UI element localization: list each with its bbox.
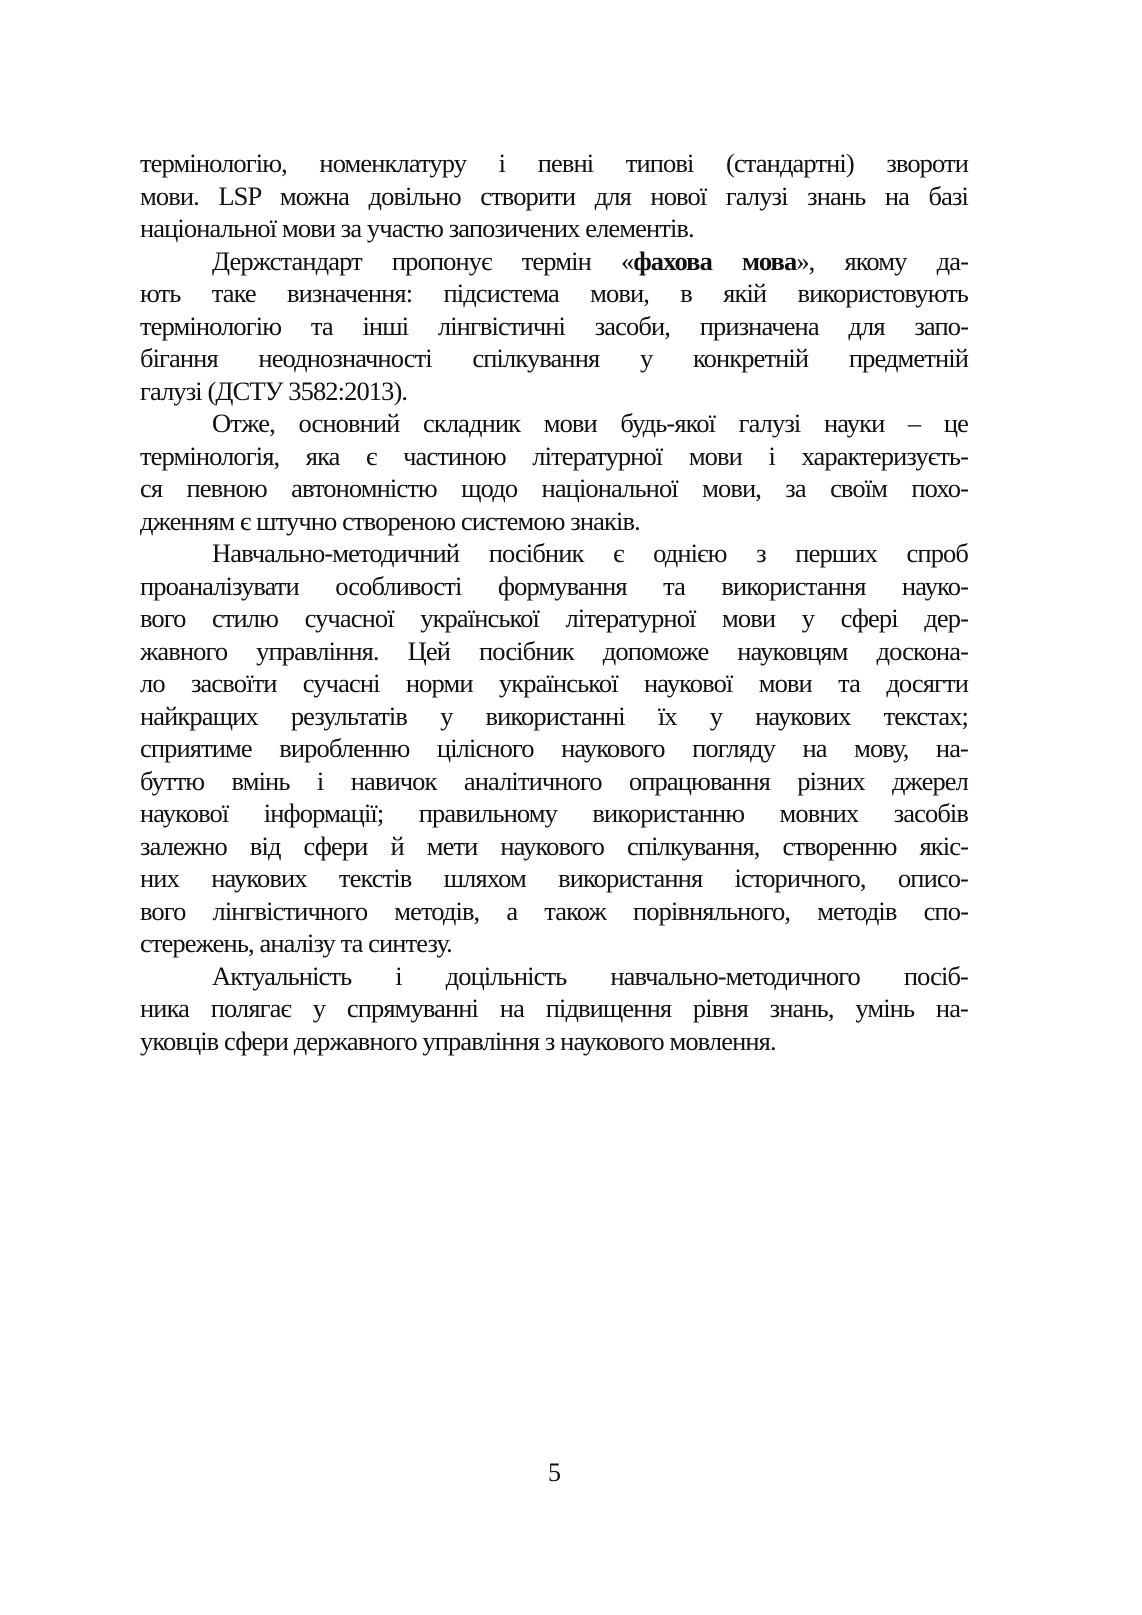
- paragraph: [140, 245, 968, 408]
- text-line: ють таке визначення: підсистема мови, в якій використовують: [140, 278, 968, 308]
- paragraph: [140, 537, 968, 960]
- text-line: галузі (ДСТУ 3582:2013).: [140, 375, 408, 406]
- text-line: [140, 245, 968, 278]
- text-line: наукової інформації; правильному використанню мовних засобів: [140, 798, 968, 828]
- text-line: термінологію та інші лінгвістичні засоби, призначена для запо-: [140, 310, 968, 341]
- text-line: ника полягає у спрямуванні на підвищення рівня знань, умінь на-: [140, 993, 968, 1023]
- text-line: ло засвоїти сучасні норми української наукової мови та досягти: [140, 668, 968, 698]
- text-line: них наукових текстів шляхом використання історичного, описо-: [140, 863, 968, 893]
- text-line: Отже, основний складник мови будь-якої галузі науки – це: [212, 408, 968, 438]
- text-line: сприятиме виробленню цілісного наукового погляду на мову, на-: [140, 733, 968, 763]
- text-line: термінологія, яка є частиною літературної мови і характеризуєть-: [140, 440, 968, 471]
- text-line: залежно від сфери й мети наукового спілкування, створенню якіс-: [140, 830, 968, 861]
- paragraph: [140, 407, 968, 537]
- text-line: жавного управління. Цей посібник допоможе науковцям доскона-: [140, 635, 968, 666]
- body-text: [140, 147, 968, 1057]
- text-line: вого стилю сучасної української літературної мови у сфері дер-: [140, 603, 968, 633]
- text-segment: Держстандарт пропонує термін «: [212, 245, 634, 276]
- paragraph: [140, 147, 968, 245]
- text-line: буттю вмінь і навичок аналітичного опрацювання різних джерел: [140, 765, 968, 796]
- text-line: проаналізувати особливості формування та використання науко-: [140, 570, 968, 601]
- text-line: стережень, аналізу та синтезу.: [140, 928, 452, 958]
- text-line: вого лінгвістичного методів, а також порівняльного, методів спо-: [140, 895, 968, 926]
- text-line: бігання неоднозначності спілкування у конкретній предметній: [140, 343, 968, 373]
- text-line: найкращих результатів у використанні їх у наукових текстах;: [140, 700, 968, 731]
- page-number: 5: [548, 1458, 561, 1487]
- text-line: термінологію, номенклатуру і певні типові (стандартні) звороти: [140, 148, 968, 178]
- text-line: мови. LSP можна довільно створити для нової галузі знань на базі: [140, 180, 968, 211]
- text-line: Навчально-методичний посібник є однією з перших спроб: [212, 538, 968, 568]
- text-line: Актуальність і доцільність навчально-методичного посіб-: [212, 960, 968, 991]
- text-line: уковців сфери державного управління з наукового мовлення.: [140, 1025, 776, 1056]
- text-line: дженням є штучно створеною системою знаків.: [140, 505, 640, 536]
- bold-term: фахова мова: [633, 245, 797, 276]
- text-line: національної мови за участю запозичених елементів.: [140, 213, 694, 243]
- text-segment: », якому да-: [796, 245, 968, 276]
- paragraph: [140, 960, 968, 1058]
- text-line: ся певною автономністю щодо національної мови, за своїм похо-: [140, 473, 968, 503]
